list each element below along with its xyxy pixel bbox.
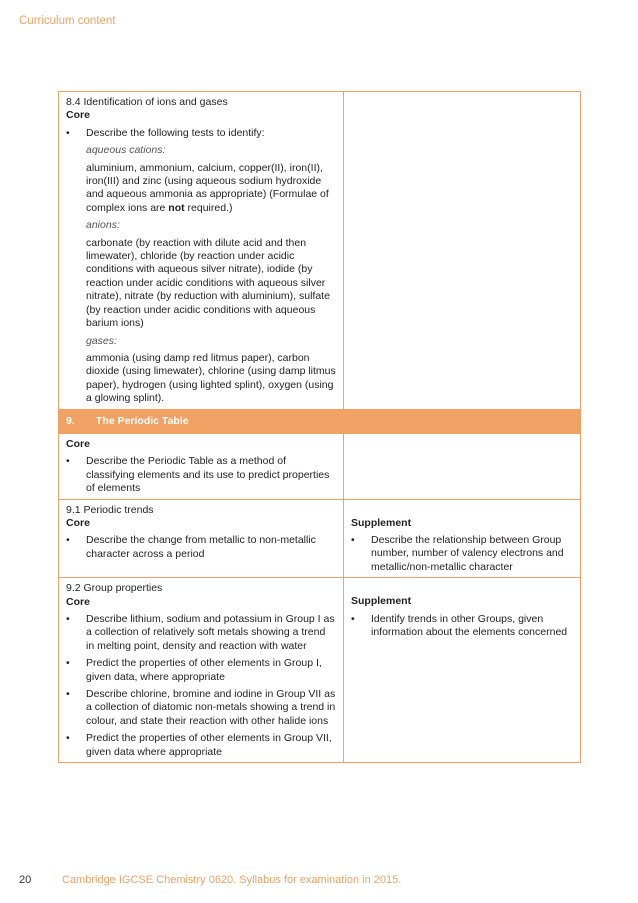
row-9-1: [59, 499, 581, 578]
core-label: Core: [66, 109, 90, 122]
bullet-item: • Predict the properties of other elements in Group VII, given data where appropriate: [66, 732, 336, 759]
bullet-item: • Predict the properties of other elements in Group I, given data, where appropriate: [66, 657, 336, 684]
bullet-item: • Describe lithium, sodium and potassium in Group I as a collection of relatively soft metals showing a trend in melting point, density and reaction with water: [66, 613, 336, 653]
bullet-item: • Describe the Periodic Table as a method of classifying elements and its use to predict properties of elements: [66, 455, 336, 495]
section-heading: 8.4 Identification of ions and gases: [66, 96, 228, 108]
bullet-item: • Identify trends in other Groups, given information about the elements concerned: [351, 613, 573, 640]
section-9-title: [59, 409, 581, 433]
anions-text: carbonate (by reaction with dilute acid and then limewater), chloride (by reaction under acidic conditions with aqueous silver nitrate), iodide (by reaction under acidic conditions with aqueous silver nitrate), nitrate (by reduction with aluminium), sulfate (by reaction under acidic conditions with aqueous barium ions): [86, 236, 330, 330]
supplement-cell: [344, 578, 581, 763]
section-heading: 9.1 Periodic trends: [66, 503, 154, 516]
row-9: [59, 433, 581, 499]
bullet-item: • Describe the following tests to identify:: [66, 127, 336, 140]
core-label: Core: [66, 595, 90, 608]
row-9-2: [59, 578, 581, 763]
running-head: Curriculum content: [19, 15, 116, 27]
supplement-cell: [344, 433, 581, 499]
cations-text-pre: aluminium, ammonium, calcium, copper(II), iron(II), iron(III) and zinc (using aqueous sodium hydroxide and aqueous ammonia as appropriate) (Formulae of complex ions are: [86, 161, 329, 214]
supplement-cell: [344, 92, 581, 410]
gases-text: ammonia (using damp red litmus paper), carbon dioxide (using limewater), chlorine (using damp litmus paper), hydrogen (using lighted splint), oxygen (using a glowing splint).: [86, 351, 336, 405]
supplement-label: Supplement: [351, 595, 412, 608]
footer-text: Cambridge IGCSE Chemistry 0620. Syllabus for examination in 2015.: [62, 874, 402, 886]
core-label: Core: [66, 516, 90, 529]
bullet-item: • Describe the relationship between Group number, number of valency electrons and metallic/non-metallic character: [351, 534, 573, 574]
core-cell: [59, 499, 344, 578]
section-number: 9.: [66, 414, 75, 427]
core-label: Core: [66, 437, 90, 450]
cations-text-post: required.): [184, 201, 233, 214]
row-8-4: [59, 92, 581, 410]
supplement-label: Supplement: [351, 516, 412, 529]
core-cell: [59, 578, 344, 763]
section-heading: 9.2 Group properties: [66, 582, 163, 595]
cations-text: [66, 162, 336, 216]
bullet-item: • Describe the change from metallic to non-metallic character across a period: [66, 534, 336, 561]
supplement-cell: [344, 499, 581, 578]
core-cell: [59, 92, 344, 410]
section-title: The Periodic Table: [96, 414, 189, 427]
sub-label-anions: anions:: [86, 219, 120, 232]
syllabus-table: [58, 91, 581, 763]
sub-label-gases: gases:: [86, 334, 117, 347]
sub-label-cations: aqueous cations:: [86, 144, 166, 157]
page-number: 20: [19, 874, 32, 886]
bullet-item: • Describe chlorine, bromine and iodine in Group VII as a collection of diatomic non-metals showing a trend in colour, and state their reaction with other halide ions: [66, 688, 336, 728]
core-cell: [59, 433, 344, 499]
section-9-band: [59, 409, 581, 433]
cations-text-bold: not: [168, 201, 185, 214]
